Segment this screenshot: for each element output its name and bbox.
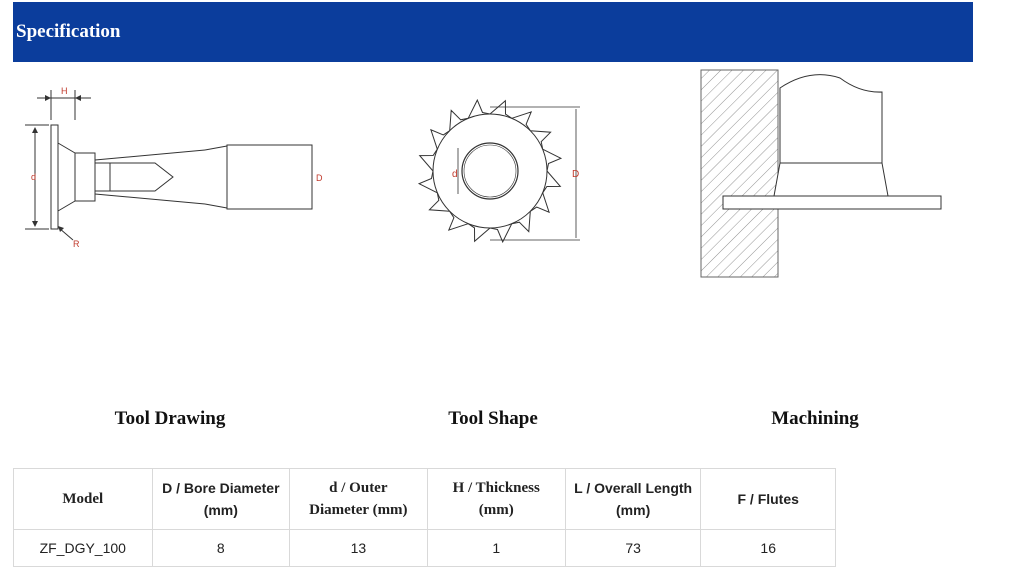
caption-machining: Machining <box>771 408 859 429</box>
tool-drawing-figure <box>15 80 345 270</box>
header-overall-length: L / Overall Length (mm) <box>565 469 701 530</box>
header-model: Model <box>14 469 153 530</box>
shape-label-d: d <box>452 169 458 180</box>
header-title: Specification <box>16 21 121 42</box>
table-row <box>14 530 836 567</box>
tool-shape-figure <box>410 95 600 255</box>
header-flutes: F / Flutes <box>701 469 836 530</box>
spec-table <box>13 468 836 567</box>
header-outer-diameter: d / Outer Diameter (mm) <box>290 469 428 530</box>
drawing-label-h: H <box>61 86 68 96</box>
header-bore-diameter: D / Bore Diameter (mm) <box>152 469 290 530</box>
caption-tool-drawing: Tool Drawing <box>114 408 226 429</box>
shape-label-big-d: D <box>572 169 580 180</box>
header-thickness: H / Thickness (mm) <box>427 469 565 530</box>
machining-figure <box>700 68 950 283</box>
drawing-label-d: d <box>31 172 37 182</box>
cell-flutes: 16 <box>701 530 836 567</box>
cell-thickness: 1 <box>427 530 565 567</box>
table-header-row <box>14 469 836 530</box>
gear-tooth-outline <box>419 100 561 242</box>
cell-outer-diameter: 13 <box>290 530 428 567</box>
caption-tool-shape: Tool Shape <box>448 408 538 429</box>
gear-teeth <box>419 100 561 242</box>
drawing-label-big-d: D <box>316 173 323 183</box>
cell-model: ZF_DGY_100 <box>14 530 153 567</box>
drawing-label-r: R <box>73 239 80 249</box>
spec-header <box>13 2 973 62</box>
cell-bore-diameter: 8 <box>152 530 290 567</box>
cell-overall-length: 73 <box>565 530 701 567</box>
